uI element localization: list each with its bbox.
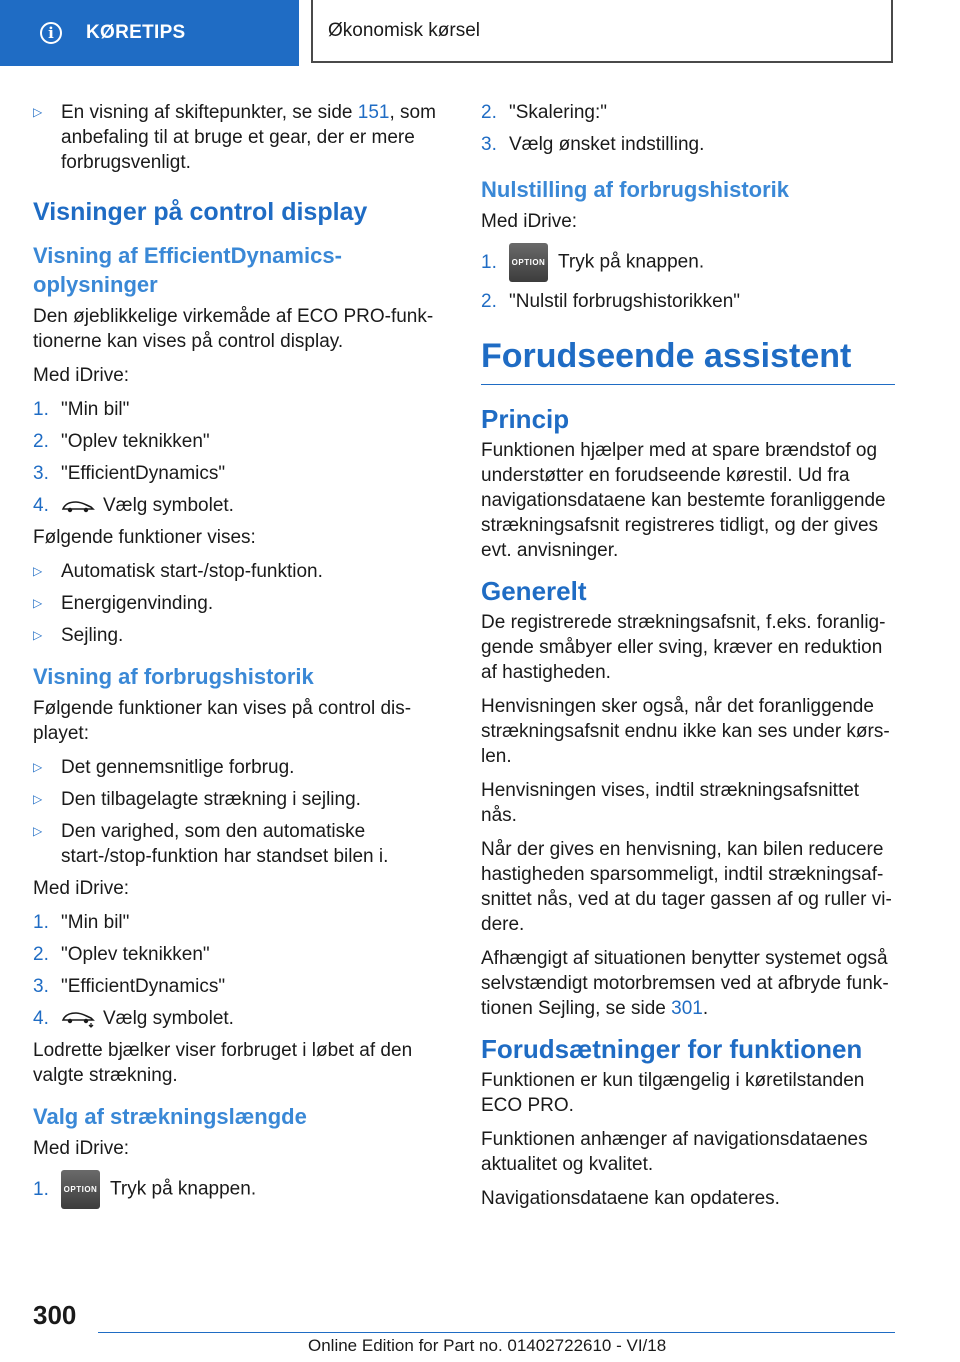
paragraph-general-5: Afhængigt af situationen benytter systemet også selvstændigt motorbremsen ved at afbryde funktionen Sejling, se side 301. — [481, 948, 889, 1019]
chapter-title: Økonomisk kørsel — [328, 19, 481, 41]
heading-prerequisites: Forudsætninger for funktionen — [481, 1034, 863, 1064]
list-item: ▷ Sejling. — [33, 625, 124, 646]
list-item: 2. "Nulstil forbrugshistorikken" — [481, 291, 741, 312]
with-idrive-label: Med iDrive: — [33, 1138, 130, 1159]
page-number: 300 — [33, 1300, 77, 1330]
list-item: ▷ Den tilbagelagte strækning i sejling. — [33, 789, 361, 810]
paragraph-history: Følgende funktioner kan vises på control displayet: — [33, 698, 412, 744]
bullet-text-rest: , som anbefaling til at bruge et gear, der er mere forbrugsvenligt. — [61, 102, 436, 173]
steps-scale-list — [481, 100, 895, 157]
steps-list-2 — [33, 910, 445, 1031]
list-item: ▷ Automatisk start-/stop-funktion. — [33, 561, 323, 582]
page-link-151[interactable]: 151 — [357, 102, 390, 123]
section-tab — [0, 0, 299, 66]
list-item: ▷ Den varighed, som den automatiske start-/stop-funktion har standset bilen i. — [33, 821, 389, 867]
functions-bullet-list — [33, 559, 445, 648]
list-item — [33, 100, 445, 175]
triangle-bullet-icon: ▷ — [33, 105, 43, 119]
steps-list-3 — [33, 1170, 445, 1209]
paragraph-general-4: Når der gives en henvisning, kan bilen reducere hastigheden sparsommeligt, indtil strækningsafsnittet nås, ved at du tager gassen af og ruller videre. — [481, 839, 892, 935]
list-item: ▷ Det gennemsnitlige forbrug. — [33, 757, 295, 778]
heading-control-display: Visninger på control display — [33, 198, 368, 226]
paragraph-general-2: Henvisningen sker også, når det foranliggende strækningsafsnit endnu ikke kan ses under kørslen. — [481, 696, 890, 767]
intro-bullet-list — [33, 100, 445, 175]
heading-predictive-assistant: Forudseende assistent — [481, 336, 895, 385]
triangle-bullet-icon: ▷ — [33, 596, 43, 610]
steps-list-1 — [33, 397, 445, 518]
info-icon: i — [40, 22, 62, 44]
list-item: 4. Vælg symbolet. — [33, 495, 234, 516]
list-item: 3. "EfficientDynamics" — [33, 976, 226, 997]
list-item: 2. "Skalering:" — [481, 102, 607, 123]
list-item: ▷ Energigenvinding. — [33, 593, 214, 614]
history-bullet-list — [33, 755, 445, 869]
list-item: 1. OPTION Tryk på knappen. — [481, 243, 895, 282]
list-item: 1. "Min bil" — [33, 912, 130, 933]
triangle-bullet-icon: ▷ — [33, 564, 43, 578]
option-button[interactable]: OPTION — [509, 243, 548, 282]
page-header — [0, 0, 960, 66]
bullet-text: En visning af skiftepunkter, se side — [61, 102, 358, 123]
steps-reset-list — [481, 243, 895, 314]
paragraph-general-3: Henvisningen vises, indtil strækningsafsnittet nås. — [481, 780, 860, 826]
heading-reset-history: Nulstilling af forbrugshistorik — [481, 177, 790, 202]
with-idrive-label: Med iDrive: — [481, 211, 578, 232]
left-column — [33, 100, 445, 1216]
with-idrive-label: Med iDrive: — [33, 878, 130, 899]
list-item: 3. "EfficientDynamics" — [33, 463, 226, 484]
heading-efficientdynamics: Visning af EfficientDynamics-oplysninger — [33, 243, 342, 297]
heading-route-length: Valg af strækningslængde — [33, 1104, 307, 1129]
car-history-icon — [61, 1010, 95, 1028]
footer-divider — [98, 1332, 895, 1333]
list-item: 1. OPTION Tryk på knappen. — [33, 1170, 445, 1209]
paragraph-general-1: De registrerede strækningsafsnit, f.eks. foranliggende småbyer eller sving, kræver en reduktion af hastigheden. — [481, 612, 886, 683]
list-item: 3. Vælg ønsket indstilling. — [481, 134, 705, 155]
section-title: KØRETIPS — [86, 22, 186, 43]
heading-general: Generelt — [481, 576, 587, 606]
heading-consumption-history: Visning af forbrugshistorik — [33, 664, 314, 689]
triangle-bullet-icon: ▷ — [33, 824, 43, 838]
heading-principle: Princip — [481, 404, 570, 434]
page-link-301[interactable]: 301 — [671, 998, 703, 1019]
triangle-bullet-icon: ▷ — [33, 792, 43, 806]
car-efficiency-icon — [61, 498, 95, 514]
edition-text: Online Edition for Part no. 01402722610 - VI/18 — [308, 1336, 667, 1355]
paragraph-prereq-2: Funktionen anhænger af navigationsdataenes aktualitet og kvalitet. — [481, 1129, 868, 1175]
with-idrive-label: Med iDrive: — [33, 365, 130, 386]
right-column — [481, 100, 895, 1220]
paragraph-prereq-1: Funktionen er kun tilgængelig i køretilstanden ECO PRO. — [481, 1070, 865, 1116]
paragraph-bars: Lodrette bjælker viser forbruget i løbet af den valgte strækning. — [33, 1040, 413, 1086]
list-item: 4. Vælg symbolet. — [33, 1008, 234, 1029]
triangle-bullet-icon: ▷ — [33, 628, 43, 642]
list-item: 2. "Oplev teknikken" — [33, 944, 210, 965]
following-functions-label: Følgende funktioner vises: — [33, 527, 256, 548]
triangle-bullet-icon: ▷ — [33, 760, 43, 774]
list-item: 1. "Min bil" — [33, 399, 130, 420]
paragraph-efficientdynamics: Den øjeblikkelige virkemåde af ECO PRO-funktionerne kan vises på control display. — [33, 306, 434, 352]
paragraph-principle: Funktionen hjælper med at spare brændstof og understøtter en forudseende kørestil. Ud fra navigationsdataene kan bestemte foranliggende strækningsafsnit registreres tidligt, og der gives evt. anvisninger. — [481, 440, 886, 561]
paragraph-prereq-3: Navigationsdataene kan opdateres. — [481, 1188, 780, 1209]
option-button[interactable]: OPTION — [61, 1170, 100, 1209]
list-item: 2. "Oplev teknikken" — [33, 431, 210, 452]
chapter-tab — [311, 0, 893, 63]
